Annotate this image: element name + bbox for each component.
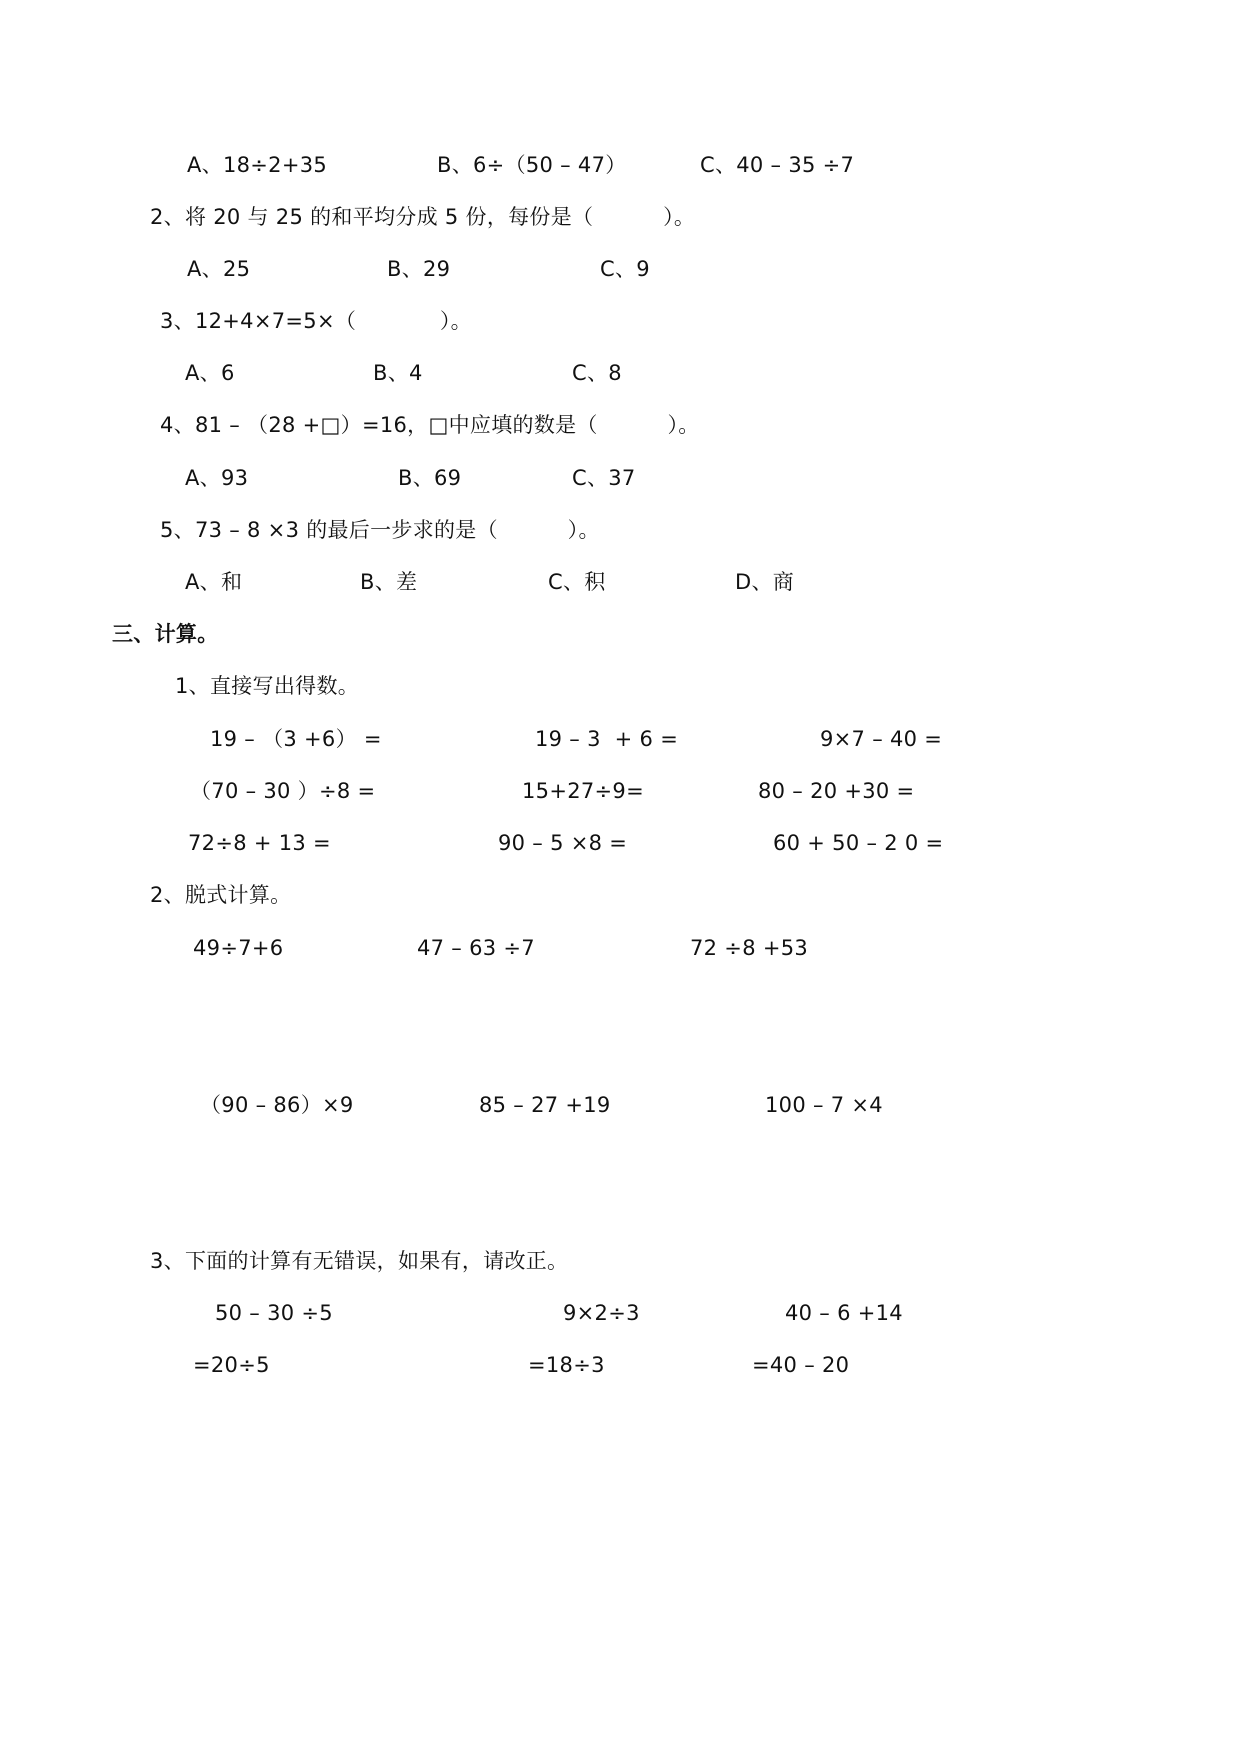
step-calc-item: 72 ÷8 +53 [690,936,809,960]
q3-option-b: B、4 [373,361,423,385]
q5-option-b: B、差 [360,570,418,594]
mental-math-item: 9×7 – 40 = [820,727,943,751]
q2-stem: 2、将 20 与 25 的和平均分成 5 份，每份是（ ）。 [150,205,696,229]
q5-option-d: D、商 [735,570,795,594]
q3-stem: 3、12+4×7=5×（ ）。 [160,309,472,333]
step-calc-item: 47 – 63 ÷7 [417,936,535,960]
q5-option-a: A、和 [185,570,243,594]
mental-math-item: 90 – 5 ×8 = [498,831,628,855]
q1-option-c: C、40 – 35 ÷7 [700,153,855,177]
mental-math-item: 60 + 50 – 2 0 = [773,831,944,855]
q4-option-a: A、93 [185,466,249,490]
part3-title: 3、下面的计算有无错误，如果有，请改正。 [150,1249,569,1273]
q4-option-c: C、37 [572,466,636,490]
q4-stem: 4、81 – （28 +□）=16，□中应填的数是（ ）。 [160,413,700,437]
mental-math-item: 72÷8 + 13 = [188,831,331,855]
q5-option-c: C、积 [548,570,606,594]
q1-option-b: B、6÷（50 – 47） [437,153,627,177]
mental-math-item: 19 – 3 + 6 = [535,727,679,751]
part2-title: 2、脱式计算。 [150,883,292,907]
correction-item: =20÷5 [193,1353,270,1377]
q2-option-a: A、25 [187,257,251,281]
q3-option-a: A、6 [185,361,235,385]
mental-math-item: （70 – 30 ）÷8 = [190,779,376,803]
step-calc-item: 85 – 27 +19 [479,1093,611,1117]
q5-stem: 5、73 – 8 ×3 的最后一步求的是（ ）。 [160,518,600,542]
correction-item: 50 – 30 ÷5 [215,1301,333,1325]
section-title: 三、计算。 [112,622,219,646]
q3-option-c: C、8 [572,361,622,385]
q1-option-a: A、18÷2+35 [187,153,328,177]
mental-math-item: 80 – 20 +30 = [758,779,915,803]
part1-title: 1、直接写出得数。 [175,674,360,698]
step-calc-item: 100 – 7 ×4 [765,1093,883,1117]
q4-option-b: B、69 [398,466,462,490]
q2-option-b: B、29 [387,257,451,281]
mental-math-item: 19 – （3 +6） = [210,727,382,751]
step-calc-item: 49÷7+6 [193,936,284,960]
correction-item: 40 – 6 +14 [785,1301,903,1325]
step-calc-item: （90 – 86）×9 [200,1093,354,1117]
correction-item: =18÷3 [528,1353,605,1377]
q2-option-c: C、9 [600,257,650,281]
correction-item: =40 – 20 [752,1353,850,1377]
mental-math-item: 15+27÷9= [522,779,644,803]
correction-item: 9×2÷3 [563,1301,640,1325]
